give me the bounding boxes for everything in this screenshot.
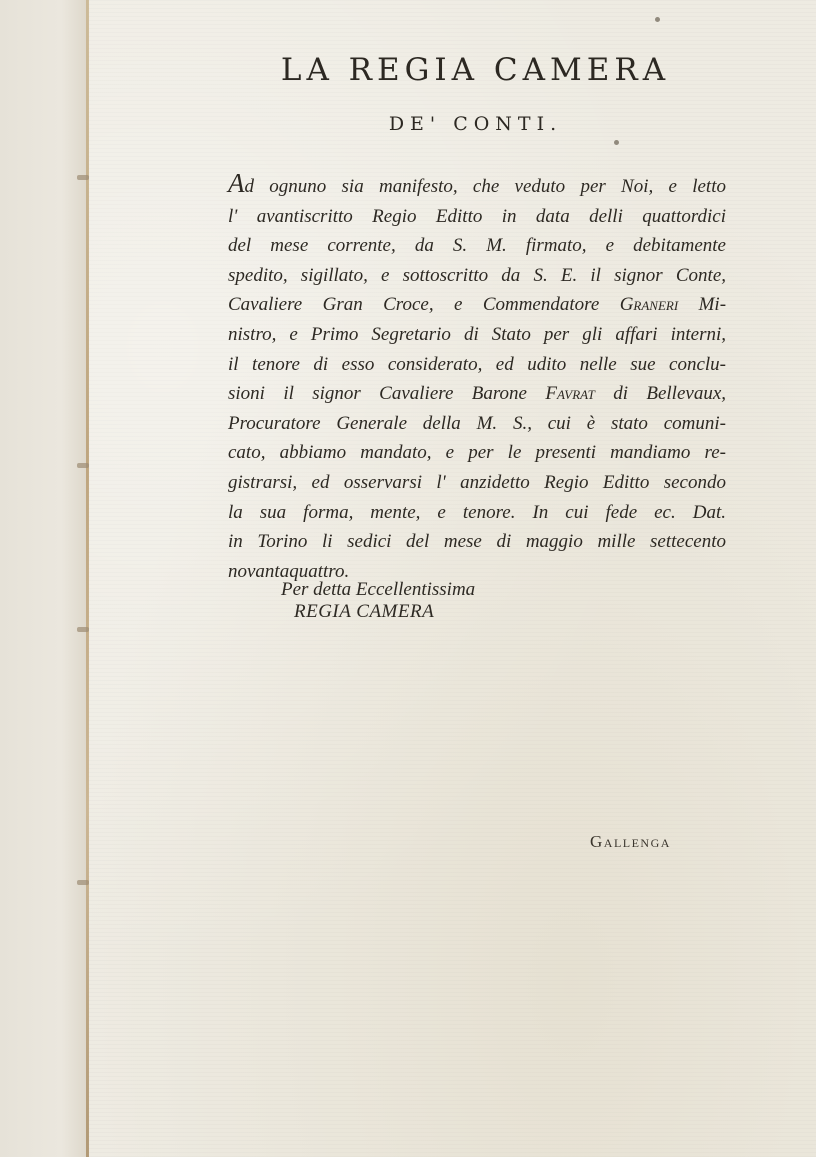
body-line-text: di Bellevaux, xyxy=(613,383,727,405)
attestation-line-1: Per detta Eccellentissima xyxy=(281,579,476,600)
body-line-14: novantaquattro. xyxy=(228,560,350,582)
binding-stitch xyxy=(77,880,89,885)
attestation-line-2: REGIA CAMERA xyxy=(294,601,435,622)
body-line-1 xyxy=(228,168,726,202)
body-line-text: Mi- xyxy=(698,294,727,316)
ink-spot xyxy=(655,17,660,22)
body-line-5 xyxy=(228,290,726,320)
ink-spot xyxy=(614,140,619,145)
body-line-13: in Torino li sedici del mese di maggio mille settecento xyxy=(228,531,726,553)
binding-stitch xyxy=(77,463,89,468)
body-line-8 xyxy=(228,379,726,409)
body-line-11: gistrarsi, ed osservarsi l' anzidetto Regio Editto secondo xyxy=(228,471,726,493)
document-subtitle: DE' CONTI. xyxy=(388,113,563,135)
binding-margin xyxy=(0,0,88,1157)
binding-stitch xyxy=(77,627,89,632)
body-line-7: il tenore di esso considerato, ed udito nelle sue conclu- xyxy=(228,353,726,375)
body-line-10: cato, abbiamo mandato, e per le presenti mandiamo re- xyxy=(228,442,726,464)
name-graneri: Graneri xyxy=(619,294,679,316)
body-line-text: Cavaliere Gran Croce, e Commendatore xyxy=(228,294,600,316)
name-favrat: Favrat xyxy=(545,383,595,405)
binding-stitch xyxy=(77,175,89,180)
body-line-3: del mese corrente, da S. M. firmato, e debitamente xyxy=(228,235,726,257)
body-line-6: nistro, e Primo Segretario di Stato per gli affari interni, xyxy=(228,323,726,345)
signature-name: Gallenga xyxy=(590,832,671,851)
body-line-12: la sua forma, mente, e tenore. In cui fede ec. Dat. xyxy=(228,501,726,523)
document-title: LA REGIA CAMERA xyxy=(280,52,671,88)
body-line-9: Procuratore Generale della M. S., cui è stato comuni- xyxy=(228,412,726,434)
decree-body xyxy=(228,168,727,586)
body-line-2: l' avantiscritto Regio Editto in data delli quattordici xyxy=(228,205,726,227)
body-line-text: sioni il signor Cavaliere Barone xyxy=(228,383,527,405)
body-line-4: spedito, sigillato, e sottoscritto da S. E. il signor Conte, xyxy=(228,264,726,286)
binding-spine xyxy=(86,0,89,1157)
body-line-text: d ognuno sia manifesto, che veduto per Noi, e letto xyxy=(244,176,726,197)
drop-initial: A xyxy=(228,168,245,198)
